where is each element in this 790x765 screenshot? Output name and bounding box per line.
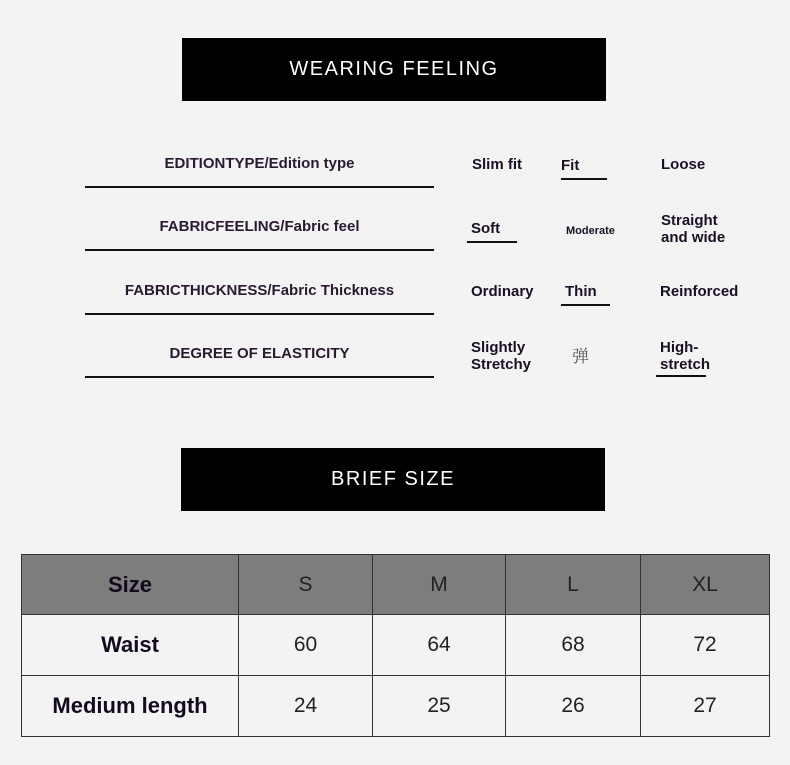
attribute-label: FABRICFEELING/Fabric feel [85,191,434,251]
attribute-label: FABRICTHICKNESS/Fabric Thickness [85,255,434,315]
table-cell: 64 [373,615,506,676]
feeling-row-elasticity [0,318,790,378]
brief-size-banner [181,448,605,511]
table-cell: 27 [641,676,770,737]
table-cell: 25 [373,676,506,737]
row-label-waist: Waist [22,615,239,676]
option-thin-selected: Thin [561,283,610,306]
option-loose: Loose [661,156,706,173]
table-cell: 68 [506,615,641,676]
option-straight-and-wide: Straight and wide [661,212,726,246]
option-fit-selected: Fit [561,157,607,180]
attribute-label: DEGREE OF ELASTICITY [85,318,434,378]
size-table [21,554,770,737]
option-ordinary: Ordinary [471,283,534,300]
header-cell-xl: XL [641,555,770,615]
feeling-row-fabric-feel [0,191,790,251]
table-cell: 26 [506,676,641,737]
feeling-row-fabric-thickness [0,255,790,315]
header-cell-l: L [506,555,641,615]
option-soft-selected: Soft [467,220,517,243]
header-cell-m: M [373,555,506,615]
attribute-label: EDITIONTYPE/Edition type [85,128,434,188]
table-cell: 24 [239,676,373,737]
brief-size-title: BRIEF SIZE [331,468,455,490]
table-header-row [22,555,770,615]
option-high-stretch-selected: High-stretch [656,339,706,377]
wearing-feeling-title: WEARING FEELING [289,58,499,80]
option-slightly-stretchy: Slightly Stretchy [471,339,532,373]
option-slim-fit: Slim fit [472,156,523,173]
row-label-medium-length: Medium length [22,676,239,737]
table-cell: 60 [239,615,373,676]
table-cell: 72 [641,615,770,676]
table-row-waist [22,615,770,676]
table-row-medium-length [22,676,770,737]
feeling-row-edition-type [0,128,790,188]
option-moderate: Moderate [566,225,615,237]
option-reinforced: Reinforced [660,283,739,300]
header-cell-s: S [239,555,373,615]
wearing-feeling-banner [182,38,606,101]
header-cell-size: Size [22,555,239,615]
option-elastic-glyph: 弹 [572,347,589,366]
